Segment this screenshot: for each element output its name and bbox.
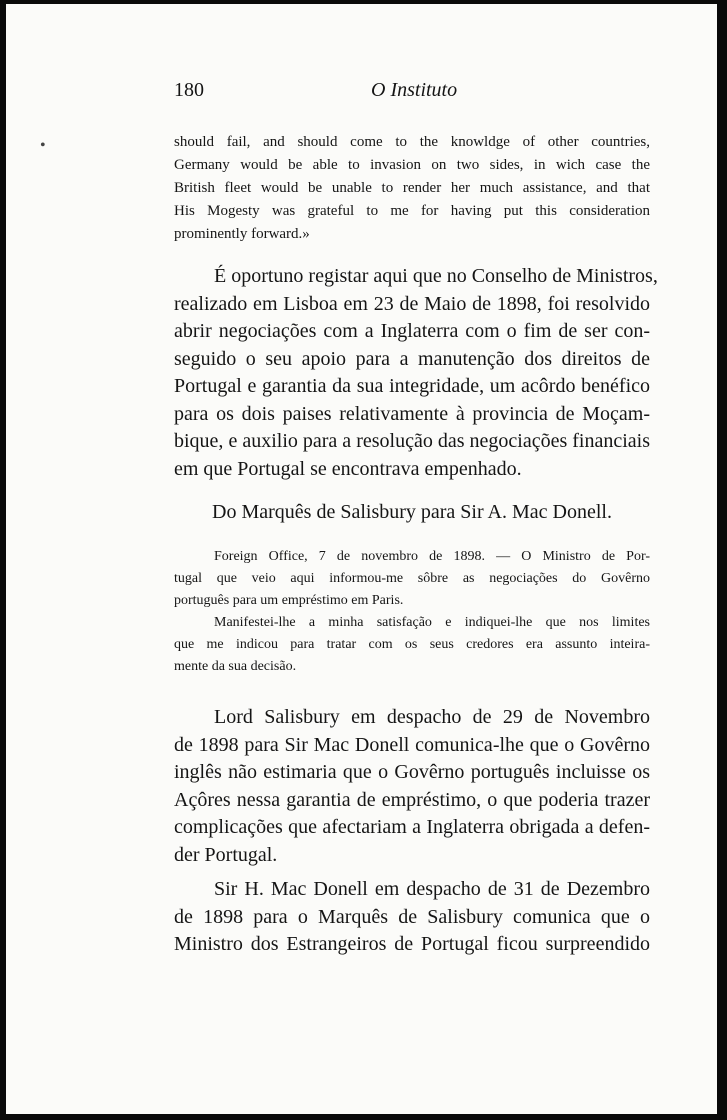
running-title: O Instituto	[371, 79, 458, 101]
quote-line: His Mogesty was grateful to me for having put this consideration	[174, 203, 650, 219]
paragraph-line: inglês não estimaria que o Govêrno português incluisse os	[174, 761, 650, 783]
letter-line: que me indicou para tratar com os seus credores era assunto inteira-	[174, 637, 650, 652]
paragraph-line: de 1898 para Sir Mac Donell comunica-lhe que o Govêrno	[174, 733, 650, 756]
quote-line: should fail, and should come to the knowldge of other countries,	[174, 134, 650, 150]
quote-line: Germany would be able to invasion on two sides, in wich case the	[174, 157, 650, 173]
paragraph-line: Portugal e garantia da sua integridade, um acôrdo benéfico	[174, 375, 650, 397]
letter-line: Foreign Office, 7 de novembro de 1898. — O Ministro de Por-	[214, 549, 650, 564]
paragraph-line: Sir H. Mac Donell em despacho de 31 de Dezembro	[214, 878, 650, 900]
paragraph-line: de 1898 para o Marquês de Salisbury comunica que o	[174, 905, 650, 928]
paragraph-line: Lord Salisbury em despacho de 29 de Novembro	[214, 706, 650, 728]
page-number: 180	[174, 79, 204, 101]
paragraph-mac-donell	[174, 876, 650, 959]
letter-line: Manifestei-lhe a minha satisfação e indiquei-lhe que nos limites	[214, 615, 650, 630]
letter-body	[174, 546, 650, 678]
letter-line: mente da sua decisão.	[174, 659, 297, 674]
paragraph-line: bique, e auxilio para a resolução das negociações financiais	[174, 430, 650, 452]
paragraph-line: der Portugal.	[174, 843, 278, 866]
paragraph-line: realizado em Lisboa em 23 de Maio de 1898, foi resolvido	[174, 292, 650, 315]
paragraph-line: Açôres nessa garantia de empréstimo, o que poderia trazer	[174, 788, 650, 811]
paragraph-line: abrir negociações com a Inglaterra com o fim de ser con-	[174, 320, 650, 342]
margin-dot: •	[40, 137, 46, 154]
quote-line: prominently forward.»	[174, 226, 310, 242]
paragraph-line: em que Portugal se encontrava empenhado.	[174, 457, 522, 480]
paragraph-line: É oportuno registar aqui que no Conselho de Ministros,	[214, 265, 658, 287]
quoted-letter-end	[174, 131, 650, 246]
letter-line: português para um empréstimo em Paris.	[174, 593, 404, 608]
paragraph-line: seguido o seu apoio para a manutenção dos direitos de	[174, 347, 650, 370]
letter-line: tugal que veio aqui informou-me sôbre as negociações do Govêrno	[174, 571, 650, 586]
letter-heading: Do Marquês de Salisbury para Sir A. Mac Donell.	[212, 501, 612, 523]
paragraph-line: complicações que afectariam a Inglaterra obrigada a defen-	[174, 816, 650, 838]
paragraph-line: Ministro dos Estrangeiros de Portugal ficou surpreendido	[174, 933, 650, 955]
paragraph-salisbury	[174, 704, 650, 869]
paragraph-conselho	[174, 263, 658, 483]
book-page	[6, 4, 717, 1114]
page-header	[174, 79, 650, 111]
paragraph-line: para os dois paises relativamente à provincia de Moçam-	[174, 402, 650, 425]
quote-line: British fleet would be unable to render her much assistance, and that	[174, 180, 650, 196]
